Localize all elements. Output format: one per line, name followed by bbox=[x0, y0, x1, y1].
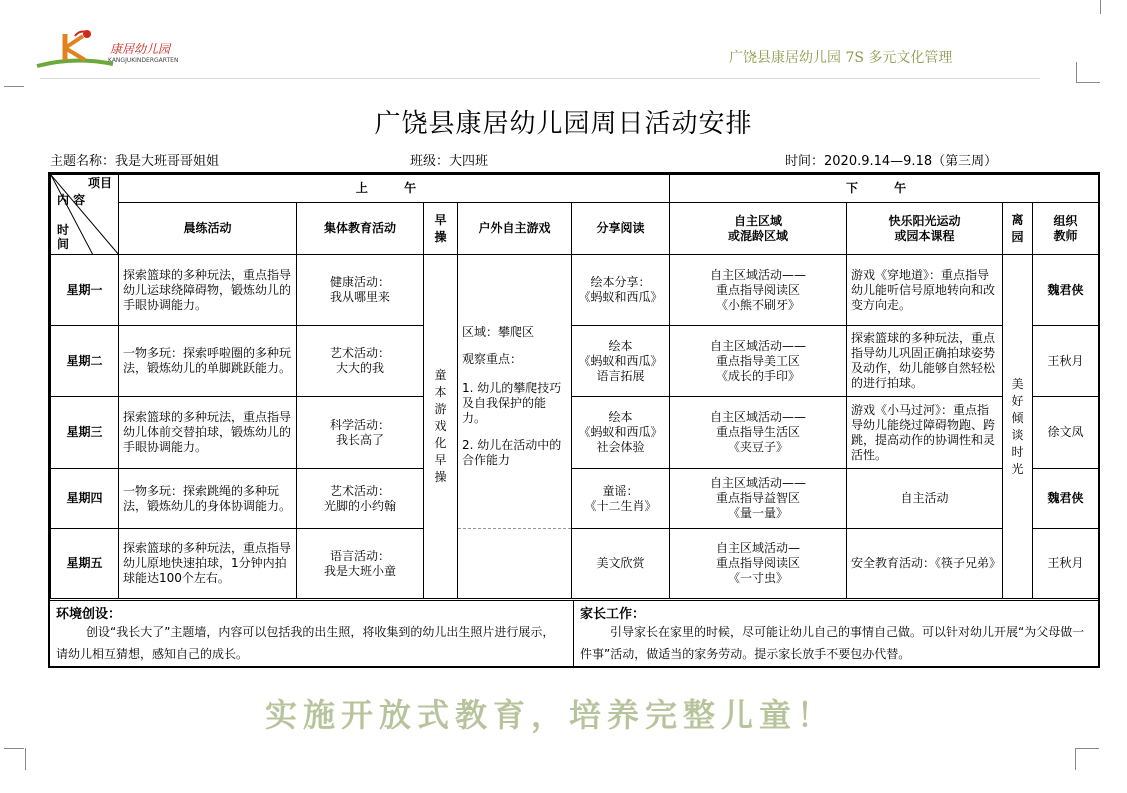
table-row bbox=[51, 397, 1099, 469]
crop-mark bbox=[1076, 82, 1100, 83]
schedule-table bbox=[50, 174, 1099, 599]
sunshine-activity: 探索篮球的多种玩法，重点指导幼儿巩固正确拍球姿势及动作，幼儿能够自然轻松的进行拍球。 bbox=[847, 326, 1003, 397]
environment-text: 创设“我长大了”主题墙，内容可以包括我的出生照，将收集到的幼儿出生照片进行展示，请幼儿相互猜想，感知自己的成长。 bbox=[56, 625, 555, 661]
day-label: 星期五 bbox=[51, 529, 119, 599]
col-outdoor-game: 户外自主游戏 bbox=[458, 203, 572, 255]
sunshine-activity: 自主活动 bbox=[847, 469, 1003, 529]
slogan: 实施开放式教育，培养完整儿童！ bbox=[264, 696, 835, 734]
col-leave: 离园 bbox=[1003, 203, 1033, 255]
morning-activity: 探索篮球的多种玩法，重点指导幼儿原地快速拍球，1分钟内拍球能达100个左右。 bbox=[119, 529, 297, 599]
section-afternoon: 下 午 bbox=[670, 175, 1099, 203]
outdoor-game-cell-friday bbox=[458, 529, 572, 599]
teacher-name: 魏君侠 bbox=[1033, 469, 1099, 529]
reading-activity: 绘本分享： 《蚂蚁和西瓜》 bbox=[572, 255, 670, 326]
teacher-name: 魏君侠 bbox=[1033, 255, 1099, 326]
crop-mark bbox=[1076, 62, 1099, 82]
leave-cell bbox=[1003, 255, 1033, 599]
reading-activity: 美文欣赏 bbox=[572, 529, 670, 599]
col-group-edu: 集体教育活动 bbox=[297, 203, 424, 255]
group-activity: 艺术活动： 光脚的小约翰 bbox=[297, 469, 424, 529]
reading-activity: 绘本 《蚂蚁和西瓜》 语言拓展 bbox=[572, 326, 670, 397]
table-row bbox=[51, 529, 1099, 599]
header-divider bbox=[40, 78, 1040, 79]
parents-section bbox=[574, 601, 1098, 667]
col-area: 自主区域 或混龄区域 bbox=[670, 203, 847, 255]
page-title: 广饶县康居幼儿园周日活动安排 bbox=[374, 109, 753, 139]
corner-time-label: 时间 bbox=[56, 223, 69, 251]
outdoor-area: 区域：攀爬区 bbox=[462, 325, 535, 339]
logo-chinese-name: 康居幼儿园 bbox=[110, 42, 171, 56]
outdoor-point-1: 1. 幼儿的攀爬技巧及自我保护的能力。 bbox=[462, 381, 562, 425]
day-label: 星期三 bbox=[51, 397, 119, 469]
area-activity: 自主区域活动—— 重点指导阅读区 《小熊不刷牙》 bbox=[670, 255, 847, 326]
table-row bbox=[51, 255, 1099, 326]
teacher-name: 王秋月 bbox=[1033, 529, 1099, 599]
corner-item-label: 项目 bbox=[87, 176, 112, 190]
col-early-exercise: 早操 bbox=[424, 203, 458, 255]
col-teacher: 组织 教师 bbox=[1033, 203, 1099, 255]
teacher-name: 王秋月 bbox=[1033, 326, 1099, 397]
parents-text: 引导家长在家里的时候，尽可能让幼儿自己的事情自己做。可以针对幼儿开展“为父母做一件事”活动，做适当的家务劳动。提示家长放手不要包办代替。 bbox=[580, 625, 1085, 661]
crop-mark bbox=[4, 86, 24, 87]
col-morning-exercise: 晨练活动 bbox=[119, 203, 297, 255]
leave-content: 美好倾谈时光 bbox=[1011, 376, 1024, 476]
group-activity: 艺术活动： 大大的我 bbox=[297, 326, 424, 397]
day-label: 星期一 bbox=[51, 255, 119, 326]
table-row bbox=[51, 326, 1099, 397]
theme-name: 主题名称：我是大班哥哥姐姐 bbox=[50, 154, 220, 169]
class-name: 班级：大四班 bbox=[410, 154, 489, 169]
sunshine-activity: 游戏《小马过河》：重点指导幼儿能绕过障碍物跑、跨跳，提高动作的协调性和灵活性。 bbox=[847, 397, 1003, 469]
table-row bbox=[51, 469, 1099, 529]
day-label: 星期四 bbox=[51, 469, 119, 529]
section-morning: 上 午 bbox=[119, 175, 670, 203]
sunshine-activity: 安全教育活动：《筷子兄弟》 bbox=[847, 529, 1003, 599]
outdoor-focus: 观察重点： bbox=[462, 352, 523, 366]
outdoor-point-2: 2. 幼儿在活动中的合作能力 bbox=[462, 438, 562, 467]
sunshine-activity: 游戏《穿地道》：重点指导幼儿能听信号原地转向和改变方向走。 bbox=[847, 255, 1003, 326]
early-exercise-cell bbox=[424, 255, 458, 599]
col-share-reading: 分享阅读 bbox=[572, 203, 670, 255]
outdoor-game-cell bbox=[458, 255, 572, 529]
day-label: 星期二 bbox=[51, 326, 119, 397]
environment-section bbox=[50, 601, 574, 667]
notes-section bbox=[50, 600, 1098, 667]
crop-mark bbox=[1075, 748, 1076, 770]
page-edge-mark bbox=[1100, 0, 1101, 14]
corner-header-cell bbox=[51, 175, 119, 255]
crop-mark bbox=[4, 748, 24, 749]
date-range: 时间：2020.9.14—9.18（第三周） bbox=[785, 154, 998, 169]
morning-activity: 探索篮球的多种玩法，重点指导幼儿体前交替拍球，锻炼幼儿的手眼协调能力。 bbox=[119, 397, 297, 469]
area-activity: 自主区域活动—— 重点指导益智区 《量一量》 bbox=[670, 469, 847, 529]
parents-title: 家长工作： bbox=[580, 607, 646, 622]
teacher-name: 徐文凤 bbox=[1033, 397, 1099, 469]
reading-activity: 绘本 《蚂蚁和西瓜》 社会体验 bbox=[572, 397, 670, 469]
reading-activity: 童谣： 《十二生肖》 bbox=[572, 469, 670, 529]
area-activity: 自主区域活动—— 重点指导生活区 《夹豆子》 bbox=[670, 397, 847, 469]
group-activity: 科学活动： 我长高了 bbox=[297, 397, 424, 469]
area-activity: 自主区域活动— 重点指导阅读区 《一寸虫》 bbox=[670, 529, 847, 599]
crop-mark bbox=[1075, 748, 1099, 749]
group-activity: 健康活动： 我从哪里来 bbox=[297, 255, 424, 326]
morning-activity: 一物多玩：探索跳绳的多种玩法，锻炼幼儿的身体协调能力。 bbox=[119, 469, 297, 529]
group-activity: 语言活动： 我是大班小童 bbox=[297, 529, 424, 599]
morning-activity: 探索篮球的多种玩法，重点指导幼儿运球绕障碍物，锻炼幼儿的手眼协调能力。 bbox=[119, 255, 297, 326]
corner-content-label: 内 容 bbox=[57, 193, 86, 207]
header-title: 广饶县康居幼儿园 7S 多元文化管理 bbox=[729, 50, 953, 66]
crop-mark bbox=[25, 748, 26, 770]
morning-activity: 一物多玩：探索呼啦圈的多种玩法，锻炼幼儿的单脚跳跃能力。 bbox=[119, 326, 297, 397]
environment-title: 环境创设： bbox=[56, 607, 122, 622]
logo-english-name: KANGJUKINDERGARTEN bbox=[108, 57, 179, 64]
early-exercise-content: 童本游戏化早操 bbox=[434, 368, 447, 484]
area-activity: 自主区域活动—— 重点指导美工区 《成长的手印》 bbox=[670, 326, 847, 397]
col-sunshine: 快乐阳光运动 或园本课程 bbox=[847, 203, 1003, 255]
